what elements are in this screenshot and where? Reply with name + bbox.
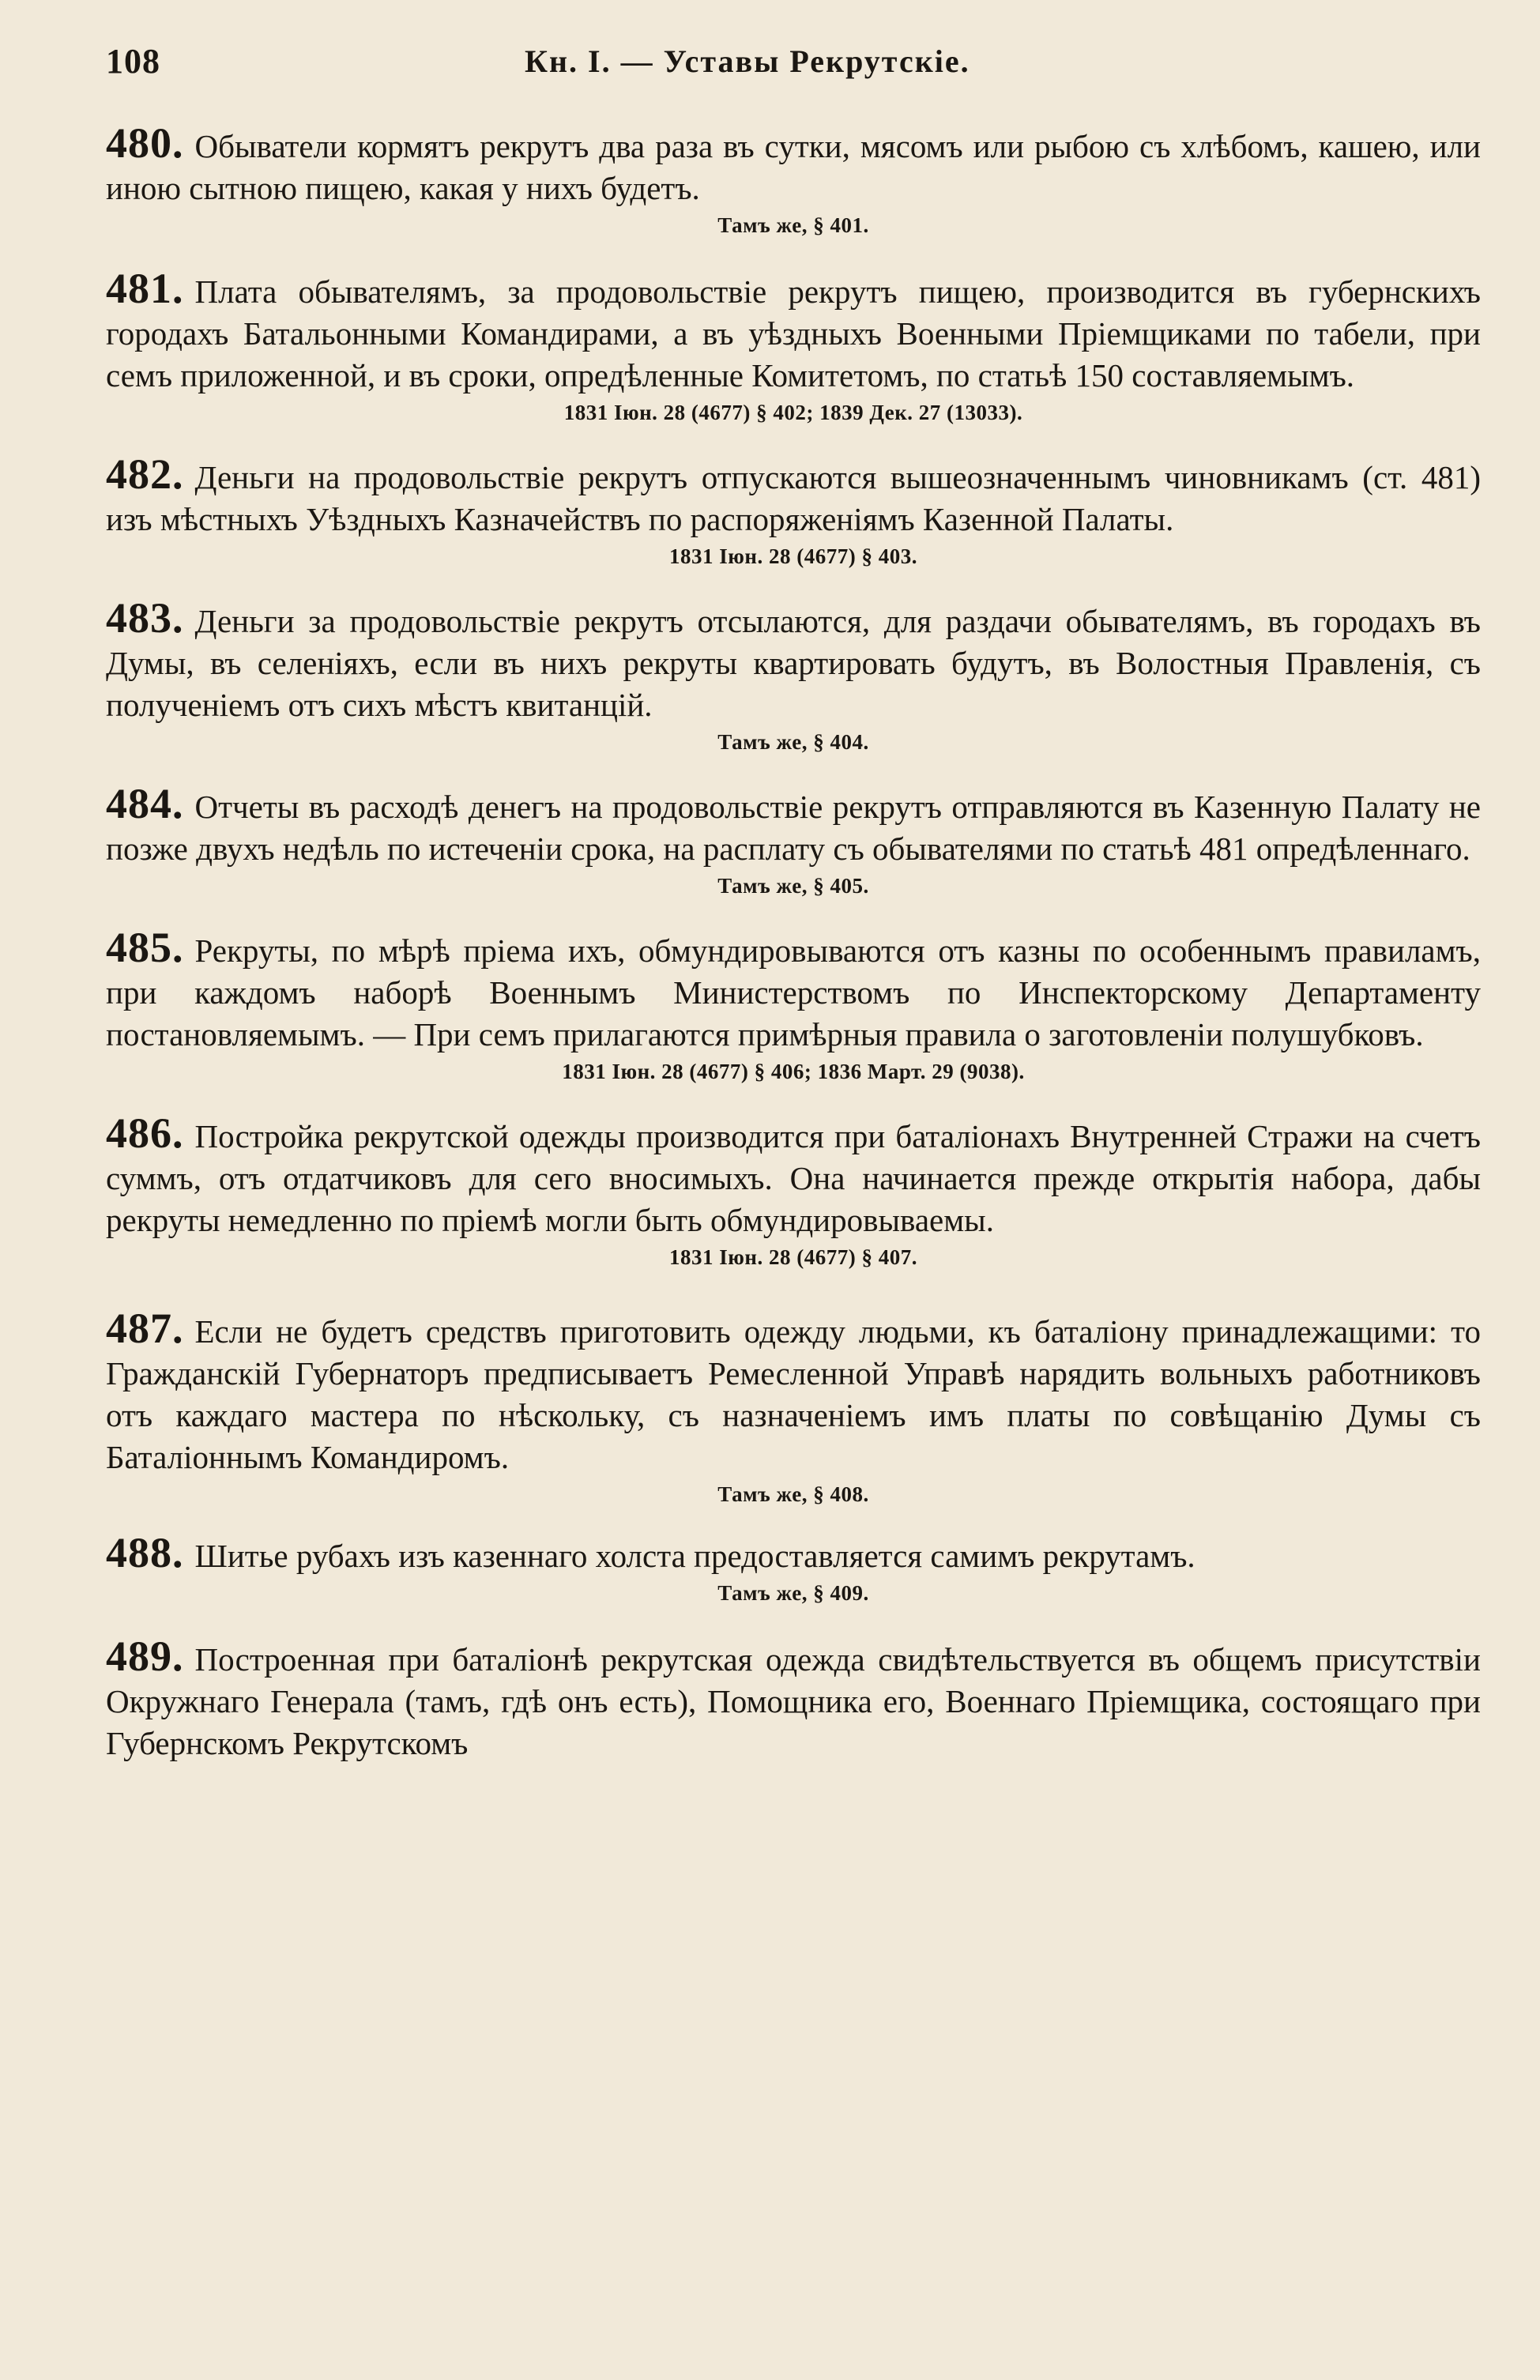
article-text: Плата обывателямъ, за продовольствіе рекрутъ пищею, производится въ губернскихъ городахъ Батальонными Командирами, а въ уѣздныхъ Военными Пріемщиками по табели, при семъ приложенной, и въ сроки, опредѣленные Комитетомъ, по статьѣ 150 составляемымъ. [106, 273, 1481, 394]
article-number: 488. [106, 1529, 184, 1576]
article-citation: Тамъ же, § 409. [717, 1581, 869, 1605]
article-citation: Тамъ же, § 408. [717, 1482, 869, 1506]
article-488 [106, 1529, 1481, 1607]
article-number: 480. [106, 119, 184, 167]
article-486 [106, 1109, 1481, 1271]
article-body [106, 924, 1481, 1056]
article-citation: 1831 Іюн. 28 (4677) § 402; 1839 Дек. 27 (13033). [563, 401, 1023, 424]
page-content [106, 119, 1481, 1764]
article-text: Постройка рекрутской одежды производится при баталіонахъ Внутренней Стражи на счетъ суммъ, отъ отдатчиковъ для сего вносимыхъ. Она начинается прежде открытія набора, дабы рекруты немедленно по пріемѣ могли быть обмундировываемы. [106, 1118, 1481, 1238]
article-number: 483. [106, 594, 184, 642]
article-481 [106, 265, 1481, 427]
article-text: Построенная при баталіонѣ рекрутская одежда свидѣтельствуется въ общемъ присутствіи Окружнаго Генерала (тамъ, гдѣ онъ есть), Помощника его, Военнаго Пріемщика, состоящаго при Губернскомъ Рекрутскомъ [106, 1641, 1481, 1761]
article-483 [106, 594, 1481, 756]
article-citation: Тамъ же, § 405. [717, 874, 869, 898]
running-head: Кн. I. — Уставы Рекрутскіе. [525, 43, 970, 79]
article-number: 485. [106, 924, 184, 971]
article-485 [106, 924, 1481, 1086]
article-482 [106, 450, 1481, 571]
article-480 [106, 119, 1481, 239]
article-text: Шитье рубахъ изъ казеннаго холста предоставляется самимъ рекрутамъ. [194, 1538, 1195, 1574]
article-number: 481. [106, 265, 184, 312]
article-body [106, 594, 1481, 726]
article-text: Рекруты, по мѣрѣ пріема ихъ, обмундировываются отъ казны по особеннымъ правиламъ, при каждомъ наборѣ Военнымъ Министерствомъ по Инспекторскому Департаменту постановляемымъ. — При семъ прилагаются примѣрныя правила о заготовленіи полушубковъ. [106, 932, 1481, 1053]
article-citation: Тамъ же, § 401. [717, 213, 869, 237]
article-body [106, 1529, 1481, 1577]
article-citation: 1831 Іюн. 28 (4677) § 403. [669, 544, 917, 568]
article-text: Отчеты въ расходѣ денегъ на продовольствіе рекрутъ отправляются въ Казенную Палату не позже двухъ недѣль по истеченіи срока, на расплату съ обывателями по статьѣ 481 опредѣленнаго. [106, 789, 1481, 867]
article-body [106, 265, 1481, 397]
article-body [106, 1305, 1481, 1478]
article-citation: 1831 Іюн. 28 (4677) § 406; 1836 Март. 29 (9038). [562, 1060, 1025, 1083]
article-body [106, 1632, 1481, 1764]
article-number: 482. [106, 450, 184, 498]
article-number: 484. [106, 780, 184, 827]
article-number: 487. [106, 1305, 184, 1352]
article-text: Деньги на продовольствіе рекрутъ отпускаются вышеозначеннымъ чиновникамъ (ст. 481) изъ мѣстныхъ Уѣздныхъ Казначействъ по распоряженіямъ Казенной Палаты. [106, 459, 1481, 537]
article-text: Если не будетъ средствъ приготовить одежду людьми, къ баталіону принадлежащими: то Гражданскій Губернаторъ предписываетъ Ремесленной Управѣ нарядить вольныхъ работниковъ отъ каждаго мастера по нѣскольку, съ назначеніемъ имъ платы по совѣщанію Думы съ Баталіоннымъ Командиромъ. [106, 1313, 1481, 1475]
article-body [106, 780, 1481, 870]
article-citation: Тамъ же, § 404. [717, 730, 869, 754]
article-487 [106, 1305, 1481, 1508]
article-number: 486. [106, 1109, 184, 1157]
article-body [106, 119, 1481, 209]
article-text: Обыватели кормятъ рекрутъ два раза въ сутки, мясомъ или рыбою съ хлѣбомъ, кашею, или иною сытною пищею, какая у нихъ будетъ. [106, 128, 1481, 206]
article-489 [106, 1632, 1481, 1764]
article-citation: 1831 Іюн. 28 (4677) § 407. [669, 1245, 917, 1269]
article-number: 489. [106, 1632, 184, 1680]
page-header [106, 41, 1481, 88]
page-number: 108 [106, 42, 160, 81]
article-484 [106, 780, 1481, 900]
article-body [106, 1109, 1481, 1241]
article-body [106, 450, 1481, 540]
article-text: Деньги за продовольствіе рекрутъ отсылаются, для раздачи обывателямъ, въ городахъ въ Думы, въ селеніяхъ, если въ нихъ рекруты квартировать будутъ, въ Волостныя Правленія, съ полученіемъ отъ сихъ мѣстъ квитанцій. [106, 603, 1481, 723]
